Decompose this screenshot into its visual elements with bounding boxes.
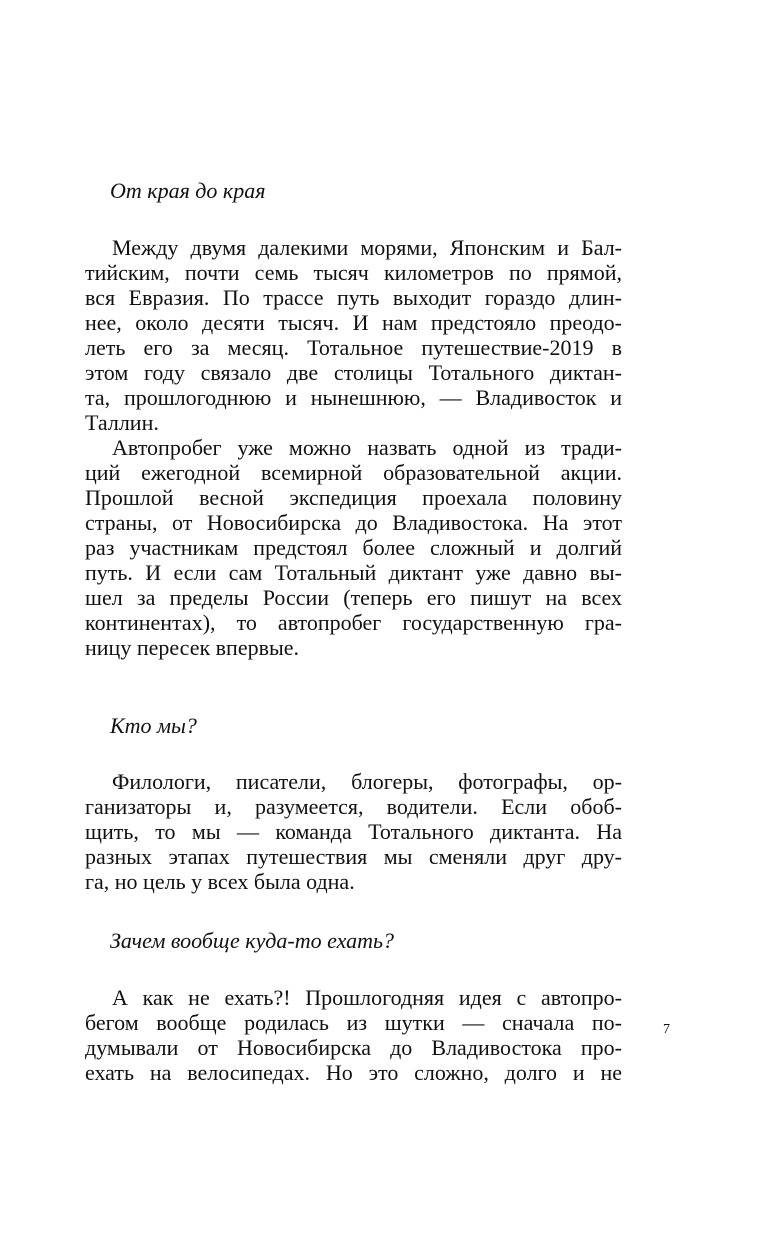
paragraph-line: континентах), то автопробег государственную гра- [85,610,622,635]
paragraph-line: Прошлой весной экспедиция проехала половину [85,485,622,510]
paragraph-line: ехать на велосипедах. Но это сложно, долго и не [85,1060,622,1085]
paragraph-line: Филологи, писатели, блогеры, фотографы, ор- [112,769,622,794]
paragraph-line: щить, то мы — команда Тотального диктанта. На [85,819,622,844]
section-heading-why-travel: Зачем вообще куда-то ехать? [110,928,394,953]
paragraph-line: А как не ехать?! Прошлогодняя идея с автопро- [112,985,622,1010]
paragraph-line: страны, от Новосибирска до Владивостока. На этот [85,510,622,535]
paragraph-line: тийским, почти семь тысяч километров по прямой, [85,260,622,285]
paragraph-line: ницу пересек впервые. [85,635,300,660]
paragraph-line: разных этапах путешествия мы сменяли друг дру- [85,844,622,869]
paragraph-line: думывали от Новосибирска до Владивостока про- [85,1035,622,1060]
paragraph-line: га, но цель у всех была одна. [85,869,355,894]
paragraph-line: этом году связало две столицы Тотального диктан- [85,360,622,385]
section-heading-who-are-we: Кто мы? [110,713,197,738]
paragraph-line: Автопробег уже можно назвать одной из тради- [112,435,622,460]
page-number: 7 [663,1022,670,1037]
paragraph-line: Таллин. [85,410,159,435]
paragraph-line: ций ежегодной всемирной образовательной акции. [85,460,622,485]
paragraph-line: Между двумя далекими морями, Японским и Бал- [112,235,622,260]
paragraph-line: шел за пределы России (теперь его пишут на всех [85,585,622,610]
section-heading-edge-to-edge: От края до края [110,178,266,203]
paragraph-line: бегом вообще родилась из шутки — сначала по- [85,1010,622,1035]
paragraph-line: нее, около десяти тысяч. И нам предстояло преодо- [85,310,622,335]
paragraph-line: раз участникам предстоял более сложный и долгий [85,535,622,560]
paragraph-line: путь. И если сам Тотальный диктант уже давно вы- [85,560,622,585]
paragraph-line: леть его за месяц. Тотальное путешествие-2019 в [85,335,622,360]
paragraph-line: вся Евразия. По трассе путь выходит гораздо длин- [85,285,622,310]
paragraph-line: ганизаторы и, разумеется, водители. Если обоб- [85,794,622,819]
paragraph-line: та, прошлогоднюю и нынешнюю, — Владивосток и [85,385,622,410]
